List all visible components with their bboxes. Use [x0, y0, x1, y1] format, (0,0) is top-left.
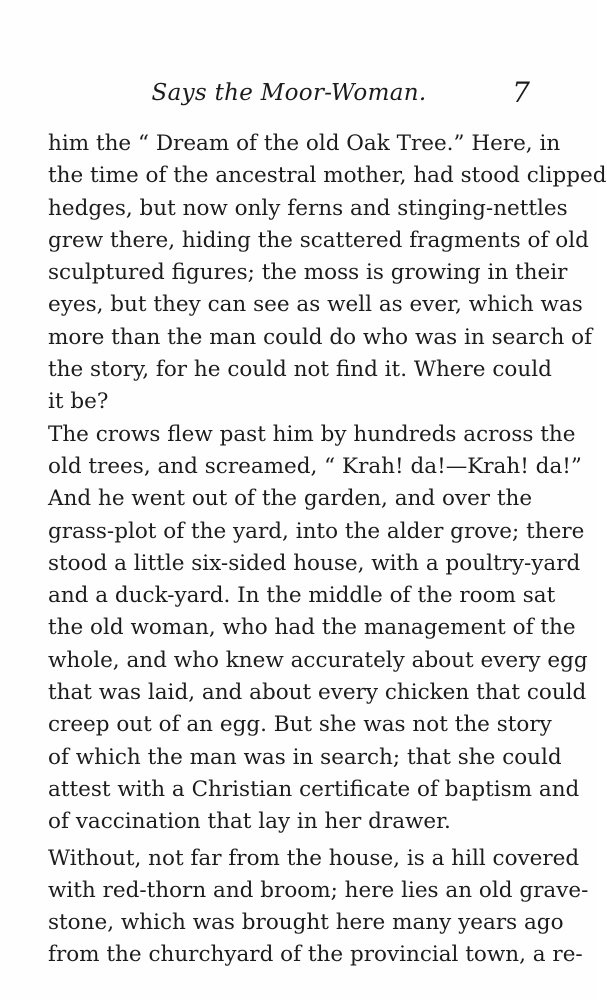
text-line: it be? [48, 389, 109, 415]
text-line: stood a little six-sided house, with a poultry-yard [48, 550, 581, 576]
paragraph [48, 128, 607, 419]
running-head [48, 78, 530, 112]
text-line: the story, for he could not find it. Where could [48, 357, 552, 383]
text-line: the old woman, who had the management of the [48, 615, 576, 641]
page-number: 7 [512, 76, 530, 109]
text-line: of which the man was in search; that she could [48, 744, 562, 770]
text-line: The crows flew past him by hundreds across the [48, 421, 576, 447]
text-line: more than the man could do who was in search of [48, 324, 593, 350]
text-line: attest with a Christian certificate of baptism and [48, 776, 580, 802]
text-line: old trees, and screamed, “ Krah! da!—Krah! da!” [48, 453, 582, 479]
text-line: grew there, hiding the scattered fragments of old [48, 227, 589, 253]
text-line: creep out of an egg. But she was not the story [48, 712, 552, 738]
text-line: of vaccination that lay in her drawer. [48, 809, 451, 835]
text-line: sculptured figures; the moss is growing in their [48, 260, 568, 286]
text-line: the time of the ancestral mother, had stood clipped [48, 163, 607, 189]
text-line: from the churchyard of the provincial town, a re- [48, 942, 583, 968]
paragraph [48, 483, 588, 838]
text-line: grass-plot of the yard, into the alder grove; there [48, 518, 585, 544]
text-line: and a duck-yard. In the middle of the room sat [48, 583, 556, 609]
text-line: eyes, but they can see as well as ever, which was [48, 292, 583, 318]
text-line: And he went out of the garden, and over the [48, 486, 533, 512]
text-line: stone, which was brought here many years ago [48, 910, 564, 936]
paragraph [48, 419, 582, 484]
text-line: hedges, but now only ferns and stinging-nettles [48, 195, 568, 221]
text-line: that was laid, and about every chicken that could [48, 680, 587, 706]
paragraph [48, 843, 589, 972]
body-text [48, 128, 607, 972]
text-line: him the “ Dream of the old Oak Tree.” Here, in [48, 131, 561, 156]
running-title: Says the Moor-Woman. [151, 80, 427, 106]
text-line: Without, not far from the house, is a hill covered [48, 845, 580, 871]
text-line: with red-thorn and broom; here lies an old grave- [48, 877, 589, 903]
text-line: whole, and who knew accurately about every egg [48, 647, 588, 673]
